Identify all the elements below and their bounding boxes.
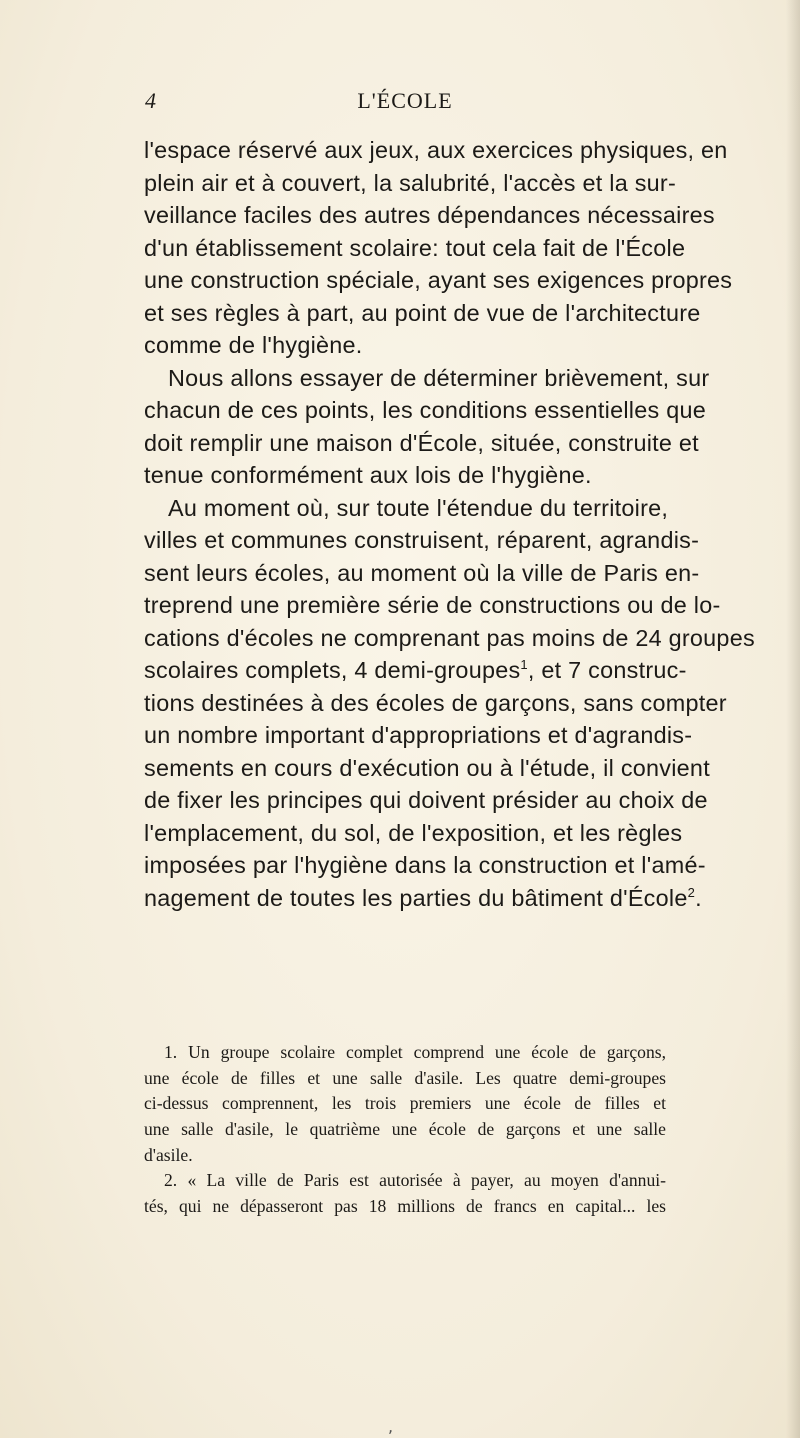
text-line: l'espace réservé aux jeux, aux exercices physiques, en bbox=[144, 137, 728, 163]
text-segment: nagement de toutes les parties du bâtiment d'École bbox=[144, 884, 688, 911]
footnote-line: une salle d'asile, le quatrième une école de garçons et une salle bbox=[144, 1119, 666, 1140]
text-segment: , et 7 construc- bbox=[527, 657, 687, 683]
text-segment: scolaires complets, 4 demi-groupes bbox=[144, 657, 521, 683]
text-line-with-note-ref bbox=[144, 882, 702, 915]
text-line: de fixer les principes qui doivent présider au choix de bbox=[144, 787, 708, 813]
print-speck: , bbox=[388, 1417, 394, 1436]
footnote-line: 1. Un groupe scolaire complet comprend une école de garçons, bbox=[164, 1042, 666, 1062]
text-line: sent leurs écoles, au moment où la ville de Paris en- bbox=[144, 559, 700, 586]
footnote-line: 2. « La ville de Paris est autorisée à payer, au moyen d'annui- bbox=[164, 1170, 666, 1191]
text-line: doit remplir une maison d'École, située, construite et bbox=[144, 429, 699, 456]
text-line: d'un établissement scolaire: tout cela fait de l'École bbox=[144, 234, 686, 261]
footnotes bbox=[144, 1040, 666, 1220]
text-line-with-note-ref bbox=[144, 654, 687, 687]
running-header bbox=[145, 88, 665, 118]
text-line: et ses règles à part, au point de vue de l'architecture bbox=[144, 299, 701, 326]
page-number: 4 bbox=[145, 88, 156, 113]
text-line: comme de l'hygiène. bbox=[144, 332, 363, 358]
text-line: veillance faciles des autres dépendances nécessaires bbox=[144, 202, 715, 228]
main-text bbox=[144, 134, 755, 914]
text-line: imposées par l'hygiène dans la construction et l'amé- bbox=[144, 852, 706, 878]
text-line: Nous allons essayer de déterminer brièvement, sur bbox=[168, 364, 710, 391]
footnote-line: une école de filles et une salle d'asile. Les quatre demi-groupes bbox=[144, 1067, 666, 1088]
running-title: L'ÉCOLE bbox=[357, 88, 453, 113]
footnote-line: ci-dessus comprennent, les trois premiers une école de filles et bbox=[144, 1093, 666, 1114]
footnote-ref-1: 1 bbox=[520, 657, 528, 672]
text-line: plein air et à couvert, la salubrité, l'accès et la sur- bbox=[144, 169, 676, 196]
text-line: sements en cours d'exécution ou à l'étude, il convient bbox=[144, 754, 710, 781]
footnote-ref-2: 2 bbox=[687, 884, 696, 900]
footnote-line: d'asile. bbox=[144, 1144, 193, 1165]
text-line: chacun de ces points, les conditions essentielles que bbox=[144, 397, 706, 423]
text-line: un nombre important d'appropriations et d'agrandis- bbox=[144, 722, 693, 748]
text-line: cations d'écoles ne comprenant pas moins de 24 groupes bbox=[144, 624, 755, 651]
page-edge-shadow bbox=[786, 0, 800, 1438]
text-line: une construction spéciale, ayant ses exigences propres bbox=[144, 267, 733, 293]
text-line: tions destinées à des écoles de garçons, sans compter bbox=[144, 689, 727, 716]
text-line: l'emplacement, du sol, de l'exposition, et les règles bbox=[144, 819, 683, 846]
text-segment: . bbox=[695, 884, 702, 911]
text-line: treprend une première série de constructions ou de lo- bbox=[144, 592, 721, 618]
text-line: Au moment où, sur toute l'étendue du territoire, bbox=[168, 494, 669, 521]
text-line: villes et communes construisent, réparent, agrandis- bbox=[144, 527, 700, 553]
footnote-line: tés, qui ne dépasseront pas 18 millions de francs en capital... les bbox=[144, 1196, 666, 1217]
text-line: tenue conformément aux lois de l'hygiène. bbox=[144, 462, 592, 488]
